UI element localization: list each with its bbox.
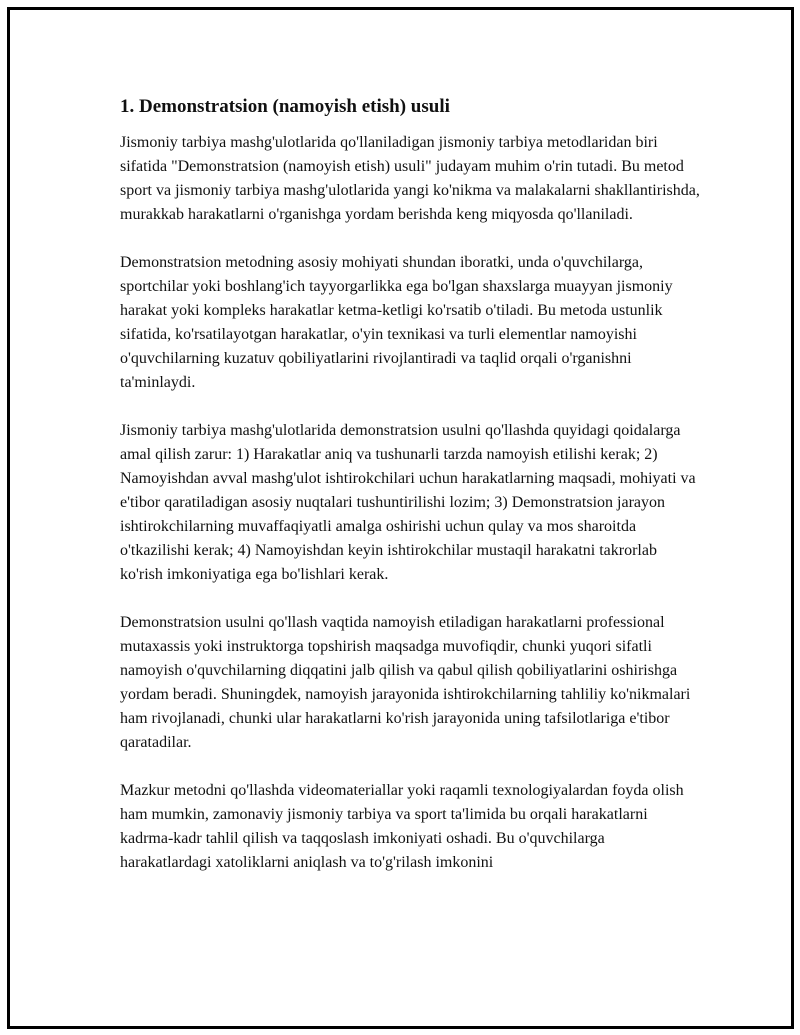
paragraph: Jismoniy tarbiya mashg'ulotlarida qo'llaniladigan jismoniy tarbiya metodlaridan biri sifatida "Demonstratsion (namoyish etish) usuli" judayam muhim o'rin tutadi. Bu metod sport va jismoniy tarbiya mashg'ulotlarida yangi ko'nikma va malakalarni shakllantirishda, murakkab harakatlarni o'rganishga yordam berishda keng miqyosda qo'llaniladi. xyxy=(120,134,700,223)
paragraph: Demonstratsion usulni qo'llash vaqtida namoyish etiladigan harakatlarni professional mutaxassis yoki instruktorga topshirish maqsadga muvofiqdir, chunki yuqori sifatli namoyish o'quvchilarning diqqatini jalb qilish va qabul qilish qobiliyatlarini oshirishga yordam beradi. Shuningdek, namoyish jarayonida ishtirokchilarning tahliliy ko'nikmalari ham rivojlanadi, chunki ular harakatlarni ko'rish jarayonida uning tafsilotlariga e'tibor qaratadilar. xyxy=(120,614,691,751)
section-heading: 1. Demonstratsion (namoyish etish) usuli xyxy=(120,96,450,117)
paragraph: Demonstratsion metodning asosiy mohiyati shundan iboratki, unda o'quvchilarga, sportchilar yoki boshlang'ich tayyorgarlikka ega bo'lgan shaxslarga muayyan jismoniy harakat yoki kompleks harakatlar ketma-ketligi ko'rsatib o'tiladi. Bu metoda ustunlik sifatida, ko'rsatilayotgan harakatlar, o'yin texnikasi va turli elementlar namoyishi o'quvchilarning kuzatuv qobiliyatlarini rivojlantiradi va taqlid orqali o'rganishni ta'minlaydi. xyxy=(120,254,673,391)
paragraph: Jismoniy tarbiya mashg'ulotlarida demonstratsion usulni qo'llashda quyidagi qoidalarga amal qilish zarur: 1) Harakatlar aniq va tushunarli tarzda namoyish etilishi kerak; 2) Namoyishdan avval mashg'ulot ishtirokchilari uchun harakatlarning maqsadi, mohiyati va e'tibor qaratiladigan asosiy nuqtalari tushuntirilishi lozim; 3) Demonstratsion jarayon ishtirokchilarning muvaffaqiyatli amalga oshirishi uchun qulay va mos sharoitda o'tkazilishi kerak; 4) Namoyishdan keyin ishtirokchilar mustaqil harakatni takrorlab ko'rish imkoniyatiga ega bo'lishlari kerak. xyxy=(120,422,696,583)
document-body xyxy=(120,95,700,899)
page-frame xyxy=(7,7,794,1029)
paragraph: Mazkur metodni qo'llashda videomateriallar yoki raqamli texnologiyalardan foyda olish ham mumkin, zamonaviy jismoniy tarbiya va sport ta'limida bu orqali harakatlarni kadrma-kadr tahlil qilish va taqqoslash imkoniyati oshadi. Bu o'quvchilarga harakatlardagi xatoliklarni aniqlash va to'g'rilash imkonini xyxy=(120,782,684,871)
